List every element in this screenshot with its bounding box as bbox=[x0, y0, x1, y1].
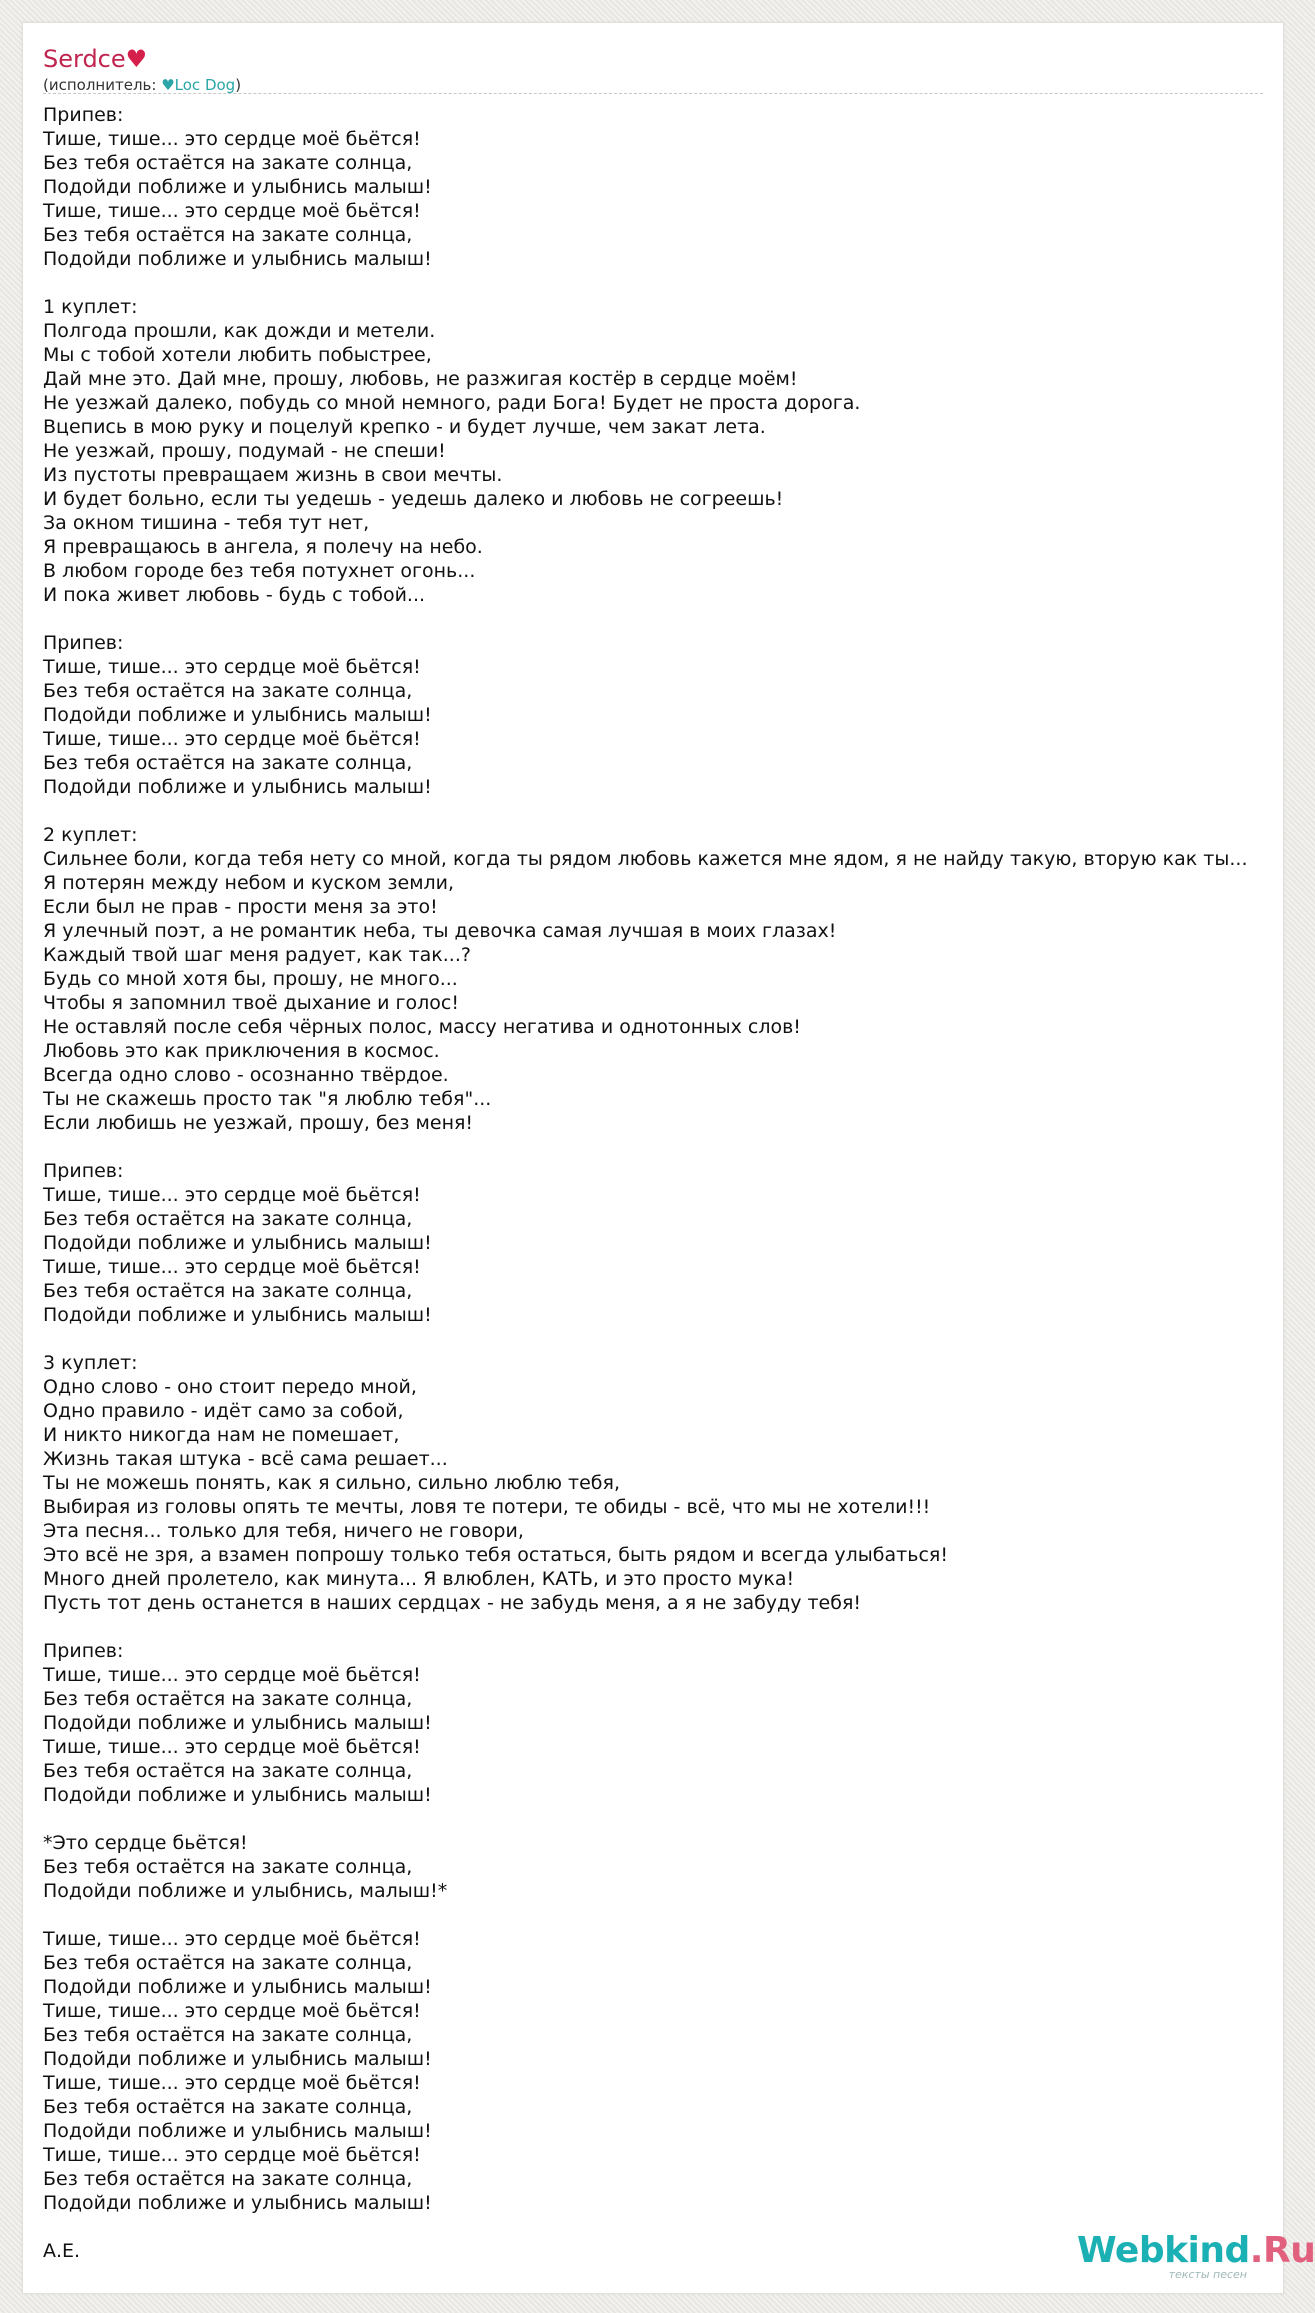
lyrics-line: Ты не можешь понять, как я сильно, сильно люблю тебя, bbox=[43, 1472, 620, 1494]
lyrics-line: Ты не скажешь просто так "я люблю тебя"... bbox=[43, 1088, 492, 1110]
lyrics-line: Подойди поближе и улыбнись малыш! bbox=[43, 1304, 432, 1326]
lyrics-line: Чтобы я запомнил твоё дыхание и голос! bbox=[43, 992, 459, 1014]
lyrics-line: Тише, тише... это сердце моё бьётся! bbox=[43, 2144, 421, 2166]
lyrics-line: Жизнь такая штука - всё сама решает... bbox=[43, 1448, 448, 1470]
lyrics-line: Без тебя остаётся на закате солнца, bbox=[43, 1952, 413, 1974]
lyrics-line: 1 куплет: bbox=[43, 296, 138, 318]
lyrics-line: Без тебя остаётся на закате солнца, bbox=[43, 680, 413, 702]
artist-name: Loc Dog bbox=[174, 76, 236, 94]
heart-icon: ♥ bbox=[125, 45, 148, 73]
lyrics-line: Вцепись в мою руку и поцелуй крепко - и будет лучше, чем закат лета. bbox=[43, 416, 766, 438]
lyrics-line: Подойди поближе и улыбнись малыш! bbox=[43, 1976, 432, 1998]
lyrics-line: Тише, тише... это сердце моё бьётся! bbox=[43, 2072, 421, 2094]
lyrics-line: Не уезжай далеко, побудь со мной немного, ради Бога! Будет не проста дорога. bbox=[43, 392, 861, 414]
lyrics-line: Подойди поближе и улыбнись малыш! bbox=[43, 2120, 432, 2142]
lyrics-line: Без тебя остаётся на закате солнца, bbox=[43, 1688, 413, 1710]
artist-suffix: ) bbox=[235, 76, 242, 94]
lyrics-line: Мы с тобой хотели любить побыстрее, bbox=[43, 344, 432, 366]
lyrics-line: Без тебя остаётся на закате солнца, bbox=[43, 1280, 413, 1302]
lyrics-line: Дай мне это. Дай мне, прошу, любовь, не разжигая костёр в сердце моём! bbox=[43, 368, 798, 390]
lyrics-line: Из пустоты превращаем жизнь в свои мечты. bbox=[43, 464, 503, 486]
lyrics-line: Тише, тише... это сердце моё бьётся! bbox=[43, 656, 421, 678]
lyrics-line: Подойди поближе и улыбнись малыш! bbox=[43, 176, 432, 198]
lyrics-line: Подойди поближе и улыбнись малыш! bbox=[43, 2048, 432, 2070]
lyrics-line: И никто никогда нам не помешает, bbox=[43, 1424, 400, 1446]
lyrics-line: Припев: bbox=[43, 1160, 124, 1182]
lyrics-line: Любовь это как приключения в космос. bbox=[43, 1040, 440, 1062]
lyrics-line: Много дней пролетело, как минута... Я влюблен, КАТЬ, и это просто мука! bbox=[43, 1568, 795, 1590]
lyrics-line: Всегда одно слово - осознанно твёрдое. bbox=[43, 1064, 449, 1086]
lyrics-line: Подойди поближе и улыбнись малыш! bbox=[43, 2192, 432, 2214]
lyrics-line: А.Е. bbox=[43, 2240, 81, 2262]
lyrics-line: Выбирая из головы опять те мечты, ловя те потери, те обиды - всё, что мы не хотели!!! bbox=[43, 1496, 931, 1518]
lyrics-line: Не уезжай, прошу, подумай - не спеши! bbox=[43, 440, 446, 462]
lyrics-blank-line bbox=[43, 799, 1283, 823]
lyrics-line: Тише, тише... это сердце моё бьётся! bbox=[43, 1736, 421, 1758]
logo-ru-text: .Ru bbox=[1249, 2230, 1315, 2271]
song-title-text: Serdce bbox=[43, 45, 126, 73]
lyrics-line: Припев: bbox=[43, 104, 124, 126]
lyrics-line: Каждый твой шаг меня радует, как так...? bbox=[43, 944, 471, 966]
lyrics-line: Подойди поближе и улыбнись малыш! bbox=[43, 1784, 432, 1806]
lyrics-line: Это всё не зря, а взамен попрошу только тебя остаться, быть рядом и всегда улыбаться! bbox=[43, 1544, 948, 1566]
lyrics-line: Тише, тише... это сердце моё бьётся! bbox=[43, 1928, 421, 1950]
lyrics-line: 3 куплет: bbox=[43, 1352, 138, 1374]
lyrics-blank-line bbox=[43, 1327, 1283, 1351]
lyrics-line: Я потерян между небом и куском земли, bbox=[43, 872, 455, 894]
lyrics-line: Сильнее боли, когда тебя нету со мной, когда ты рядом любовь кажется мне ядом, я не найду такую, вторую как ты... bbox=[43, 848, 1248, 870]
lyrics-line: Подойди поближе и улыбнись малыш! bbox=[43, 704, 432, 726]
artist-link[interactable] bbox=[161, 76, 235, 94]
lyrics-line: *Это сердце бьётся! bbox=[43, 1832, 248, 1854]
lyrics-line: Полгода прошли, как дожди и метели. bbox=[43, 320, 436, 342]
lyrics-line: Без тебя остаётся на закате солнца, bbox=[43, 752, 413, 774]
lyrics-line: Без тебя остаётся на закате солнца, bbox=[43, 2024, 413, 2046]
lyrics-line: Без тебя остаётся на закате солнца, bbox=[43, 2096, 413, 2118]
lyrics-line: Тише, тише... это сердце моё бьётся! bbox=[43, 728, 421, 750]
lyrics-line: Будь со мной хотя бы, прошу, не много... bbox=[43, 968, 458, 990]
artist-line bbox=[43, 76, 241, 94]
lyrics-line: Не оставляй после себя чёрных полос, массу негатива и однотонных слов! bbox=[43, 1016, 801, 1038]
lyrics-line: Подойди поближе и улыбнись малыш! bbox=[43, 248, 432, 270]
song-title bbox=[43, 43, 147, 75]
lyrics-line: Без тебя остаётся на закате солнца, bbox=[43, 1208, 413, 1230]
logo-web-text: Webkind bbox=[1077, 2230, 1250, 2271]
lyrics-text bbox=[43, 103, 1283, 2263]
lyrics-line: Припев: bbox=[43, 1640, 124, 1662]
lyrics-line: Одно правило - идёт само за собой, bbox=[43, 1400, 404, 1422]
lyrics-line: Тише, тише... это сердце моё бьётся! bbox=[43, 1256, 421, 1278]
lyrics-line: Эта песня... только для тебя, ничего не говори, bbox=[43, 1520, 524, 1542]
lyrics-line: Без тебя остаётся на закате солнца, bbox=[43, 2168, 413, 2190]
lyrics-line: Подойди поближе и улыбнись малыш! bbox=[43, 1232, 432, 1254]
lyrics-line: Тише, тише... это сердце моё бьётся! bbox=[43, 1184, 421, 1206]
lyrics-blank-line bbox=[43, 1807, 1283, 1831]
lyrics-line: В любом городе без тебя потухнет огонь... bbox=[43, 560, 476, 582]
lyrics-blank-line bbox=[43, 1135, 1283, 1159]
lyrics-line: Подойди поближе и улыбнись, малыш!* bbox=[43, 1880, 448, 1902]
lyrics-line: Я улечный поэт, а не романтик неба, ты девочка самая лучшая в моих глазах! bbox=[43, 920, 837, 942]
lyrics-line: Если был не прав - прости меня за это! bbox=[43, 896, 438, 918]
lyrics-line: Я превращаюсь в ангела, я полечу на небо. bbox=[43, 536, 483, 558]
lyrics-line: Без тебя остаётся на закате солнца, bbox=[43, 152, 413, 174]
logo-tagline: тексты песен bbox=[1168, 2268, 1247, 2281]
song-header bbox=[43, 43, 1263, 94]
lyrics-line: Если любишь не уезжай, прошу, без меня! bbox=[43, 1112, 474, 1134]
lyrics-line: 2 куплет: bbox=[43, 824, 138, 846]
lyrics-line: Пусть тот день останется в наших сердцах - не забудь меня, а я не забуду тебя! bbox=[43, 1592, 861, 1614]
lyrics-blank-line bbox=[43, 607, 1283, 631]
lyrics-line: Без тебя остаётся на закате солнца, bbox=[43, 1856, 413, 1878]
artist-heart-icon: ♥ bbox=[161, 76, 175, 94]
lyrics-line: Без тебя остаётся на закате солнца, bbox=[43, 1760, 413, 1782]
lyrics-card bbox=[22, 22, 1315, 2294]
lyrics-blank-line bbox=[43, 271, 1283, 295]
artist-prefix: (исполнитель: bbox=[43, 76, 162, 94]
lyrics-blank-line bbox=[43, 1903, 1283, 1927]
lyrics-line: Тише, тише... это сердце моё бьётся! bbox=[43, 200, 421, 222]
lyrics-line: Одно слово - оно стоит передо мной, bbox=[43, 1376, 417, 1398]
webkind-logo[interactable] bbox=[1077, 2230, 1315, 2291]
logo-wordmark bbox=[1077, 2230, 1315, 2271]
lyrics-line: Тише, тише... это сердце моё бьётся! bbox=[43, 2000, 421, 2022]
lyrics-line: И будет больно, если ты уедешь - уедешь далеко и любовь не согреешь! bbox=[43, 488, 784, 510]
lyrics-line: Подойди поближе и улыбнись малыш! bbox=[43, 776, 432, 798]
lyrics-line: Тише, тише... это сердце моё бьётся! bbox=[43, 1664, 421, 1686]
lyrics-line: И пока живет любовь - будь с тобой... bbox=[43, 584, 426, 606]
lyrics-line: За окном тишина - тебя тут нет, bbox=[43, 512, 370, 534]
lyrics-line: Тише, тише... это сердце моё бьётся! bbox=[43, 128, 421, 150]
lyrics-line: Без тебя остаётся на закате солнца, bbox=[43, 224, 413, 246]
lyrics-line: Подойди поближе и улыбнись малыш! bbox=[43, 1712, 432, 1734]
lyrics-blank-line bbox=[43, 1615, 1283, 1639]
lyrics-line: Припев: bbox=[43, 632, 124, 654]
